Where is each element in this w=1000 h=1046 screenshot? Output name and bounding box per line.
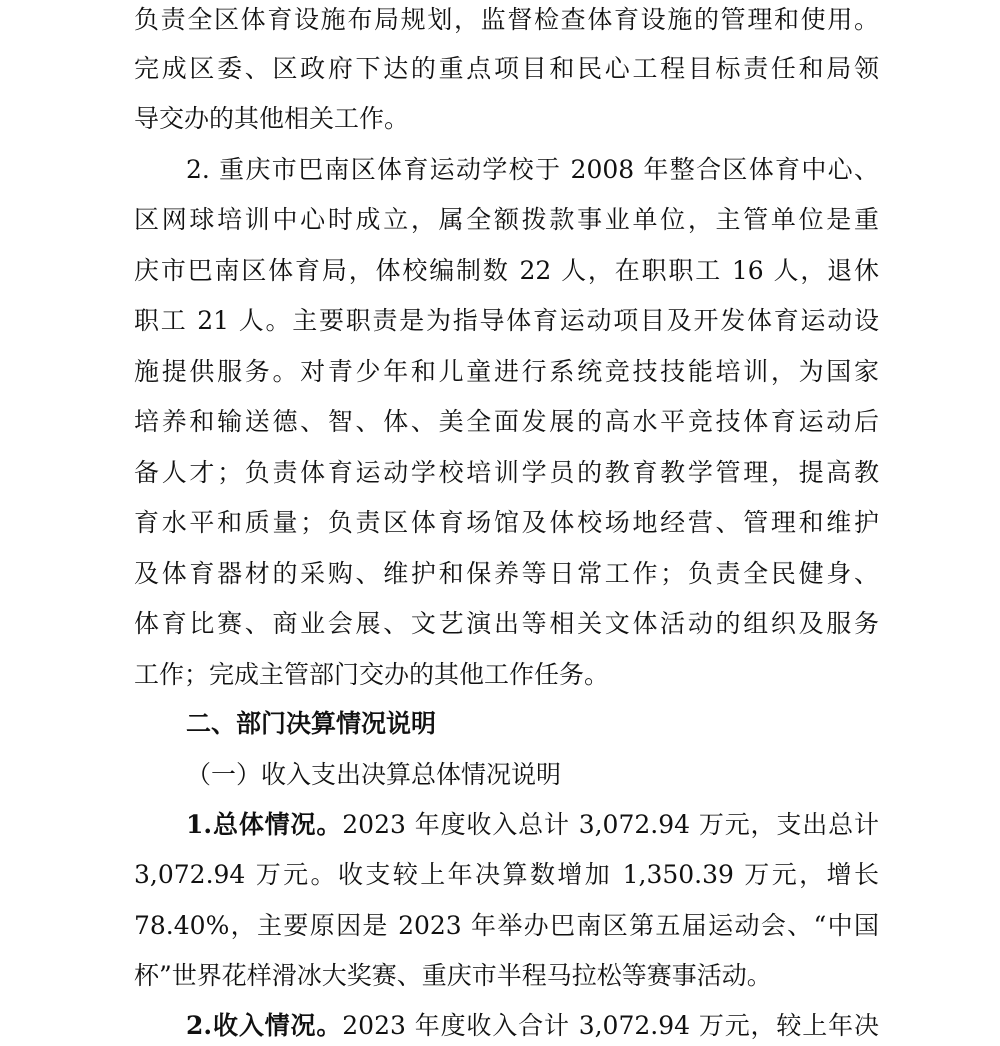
text-line: 完成区委、区政府下达的重点项目和民心工程目标责任和局领 xyxy=(134,54,879,83)
text-line: 78.40%，主要原因是 2023 年举办巴南区第五届运动会、“中国 xyxy=(134,911,879,940)
text-line: 工作；完成主管部门交办的其他工作任务。 xyxy=(134,660,610,689)
text-line: 庆市巴南区体育局，体校编制数 22 人，在职职工 16 人，退休 xyxy=(134,256,879,285)
text-line: 培养和输送德、智、体、美全面发展的高水平竞技体育运动后 xyxy=(134,407,879,436)
text-line: 2. 重庆市巴南区体育运动学校于 2008 年整合区体育中心、 xyxy=(186,155,879,184)
text-line: 职工 21 人。主要职责是为指导体育运动项目及开发体育运动设 xyxy=(134,306,879,335)
text-line: 体育比赛、商业会展、文艺演出等相关文体活动的组织及服务 xyxy=(134,609,879,638)
subsection-heading: （一）收入支出决算总体情况说明 xyxy=(186,760,562,789)
income-first-line xyxy=(186,1006,879,1046)
text-line: 导交办的其他相关工作。 xyxy=(134,104,410,133)
income-first-line-text: 2023 年度收入合计 3,072.94 万元，较上年决 xyxy=(342,1011,879,1040)
overall-first-line xyxy=(186,805,879,845)
text-line: 负责全区体育设施布局规划，监督检查体育设施的管理和使用。 xyxy=(134,5,879,34)
overall-label: 1.总体情况。 xyxy=(186,810,343,839)
income-label: 2.收入情况。 xyxy=(186,1011,343,1040)
overall-first-line-text: 2023 年度收入总计 3,072.94 万元，支出总计 xyxy=(342,810,879,839)
section-heading: 二、部门决算情况说明 xyxy=(186,709,437,738)
text-line: 施提供服务。对青少年和儿童进行系统竞技技能培训，为国家 xyxy=(134,357,879,386)
text-line: 3,072.94 万元。收支较上年决算数增加 1,350.39 万元，增长 xyxy=(134,860,879,889)
text-line: 杯”世界花样滑冰大奖赛、重庆市半程马拉松等赛事活动。 xyxy=(134,961,772,990)
text-line: 及体育器材的采购、维护和保养等日常工作；负责全民健身、 xyxy=(134,559,879,588)
text-line: 备人才；负责体育运动学校培训学员的教育教学管理，提高教 xyxy=(134,458,879,487)
text-line: 区网球培训中心时成立，属全额拨款事业单位，主管单位是重 xyxy=(134,205,879,234)
text-line: 育水平和质量；负责区体育场馆及体校场地经营、管理和维护 xyxy=(134,508,879,537)
